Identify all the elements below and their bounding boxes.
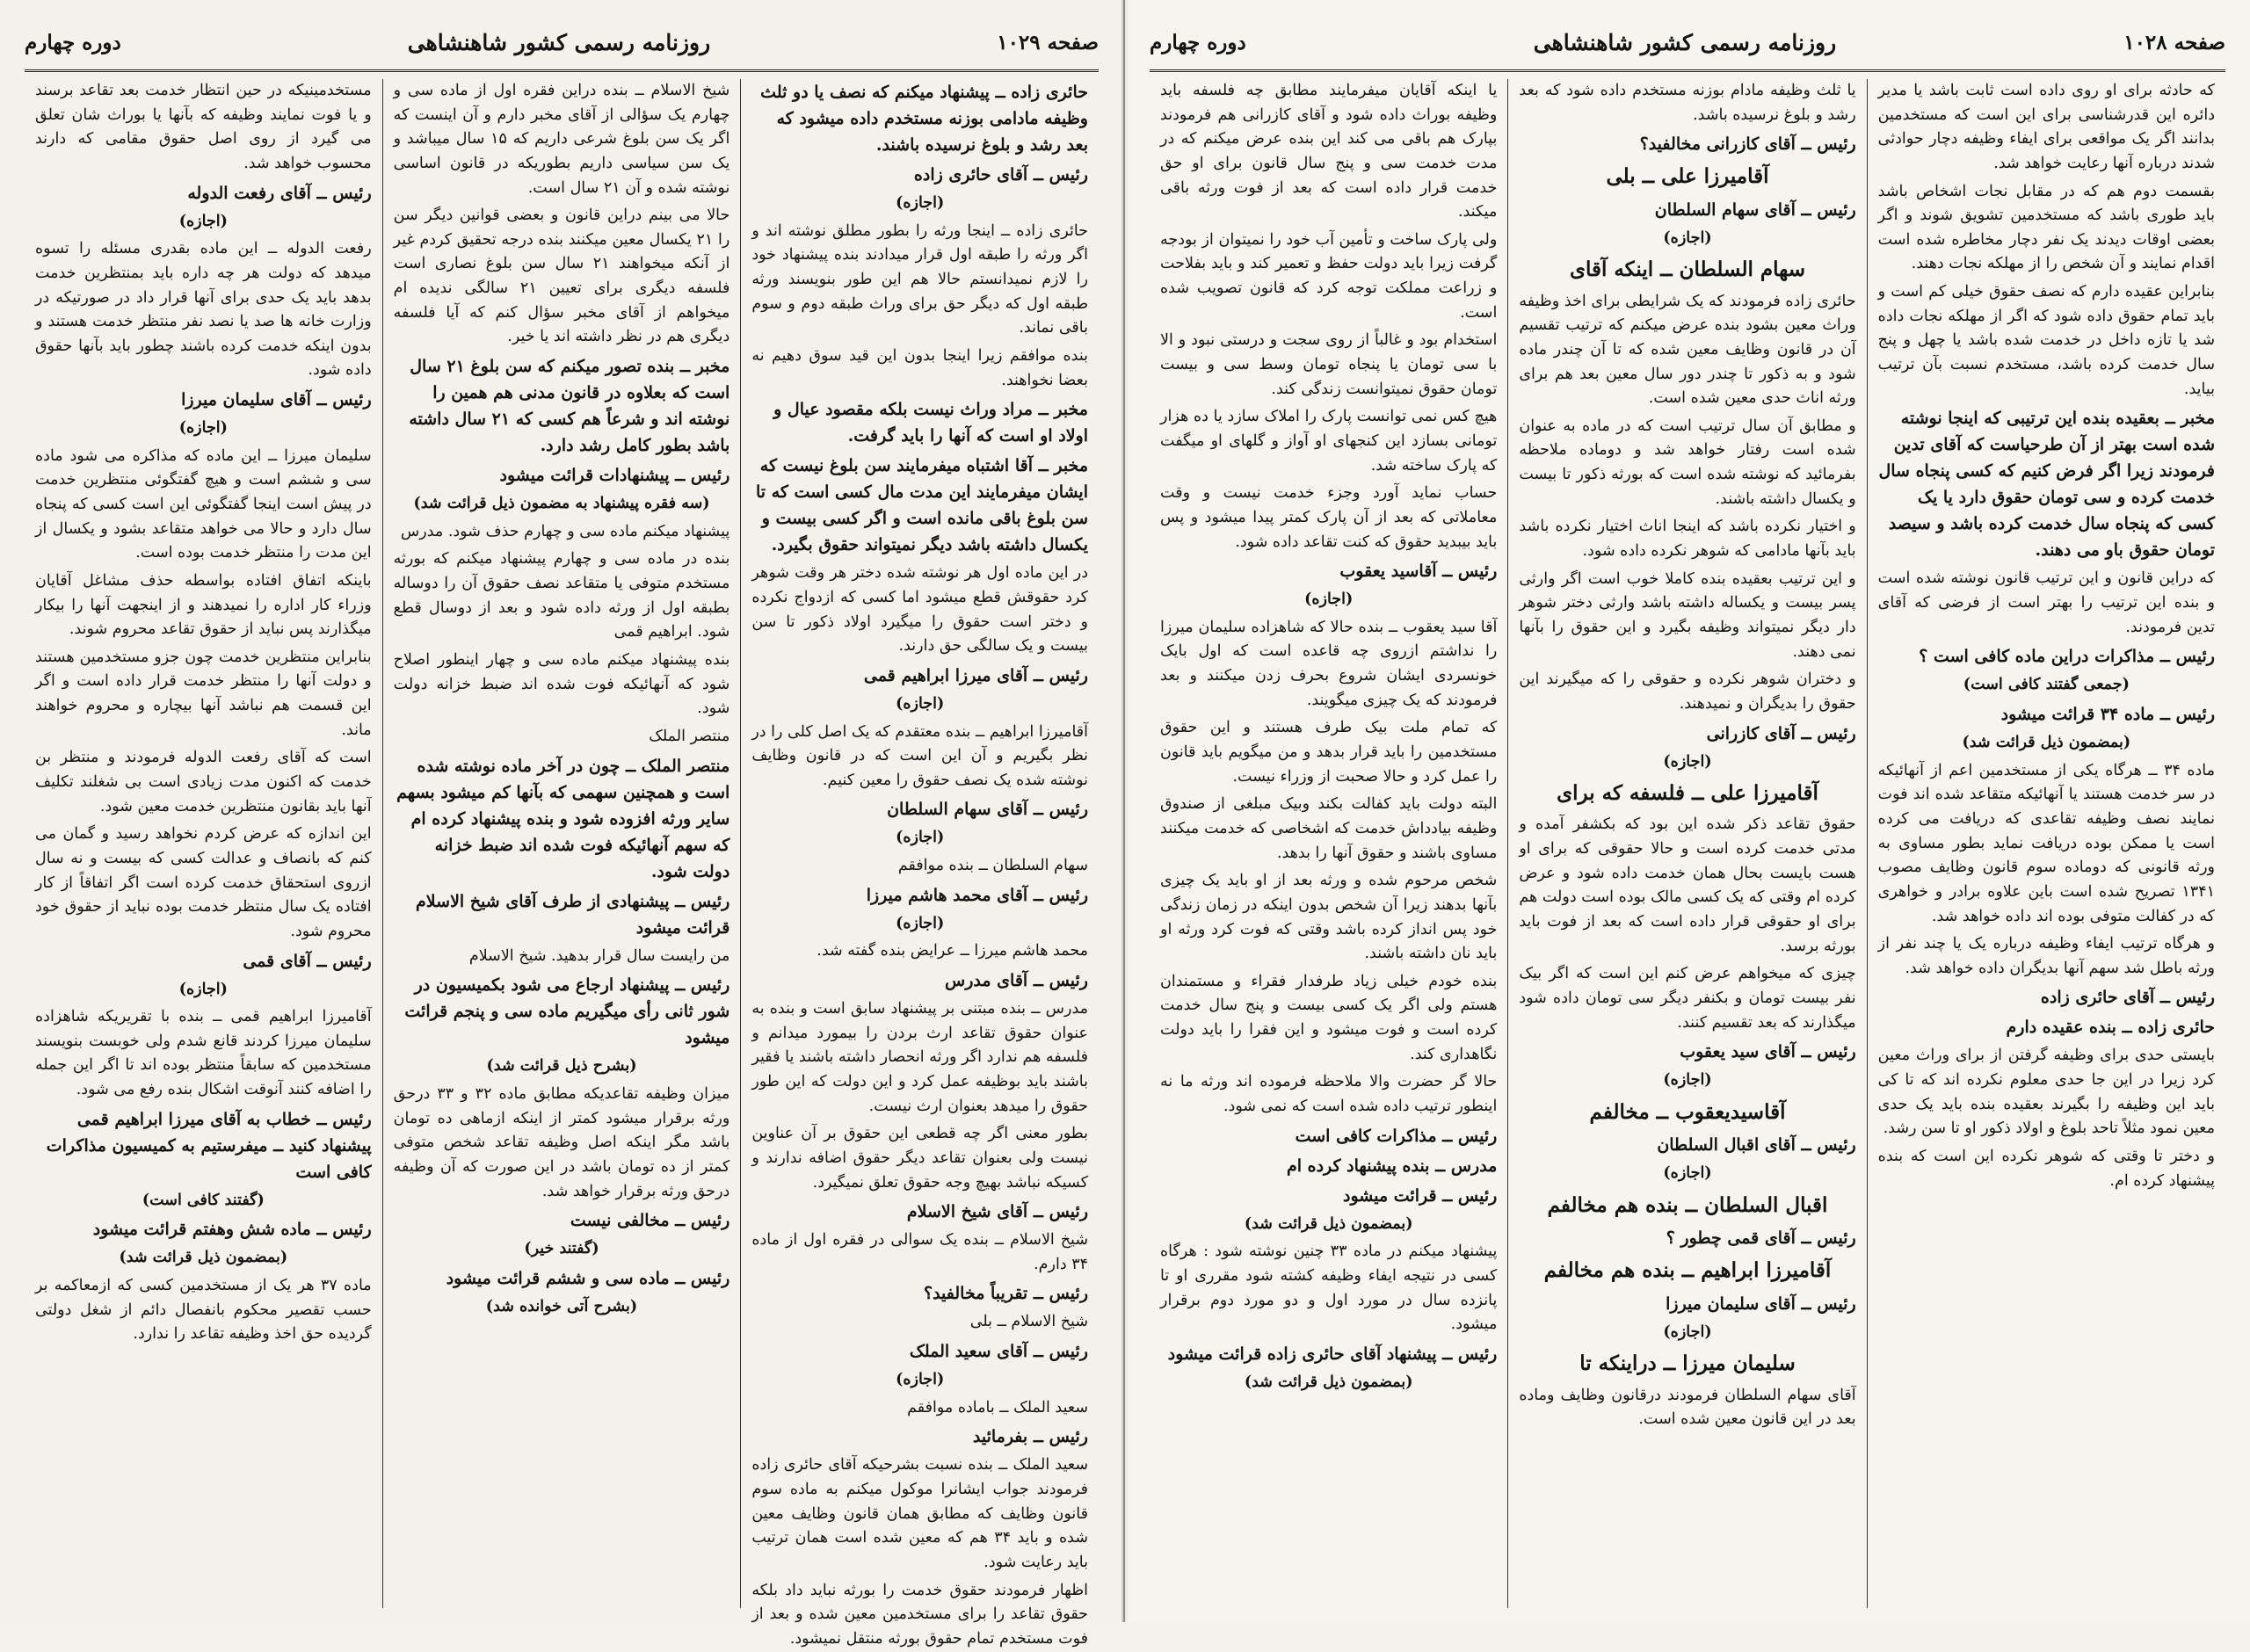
- speaker-line: رئیس ــ آقای قمی چطور ؟: [1666, 1228, 1856, 1249]
- page-fold: [1121, 0, 1129, 1622]
- speaker-line: رئیس ــ ماده ۳۴ قرائت میشود: [2000, 705, 2215, 724]
- proceedings-note: (بشرح آتی خوانده شد): [485, 1297, 638, 1315]
- speaker-line: رئیس ــ آقای سید یعقوب: [1680, 1042, 1856, 1062]
- paragraph: اظهار فرمودند حقوق خدمت را بورثه نباید داد بلکه حقوق تقاعد را برای مستخدمین معین شده و بعد از فوت مستخدم تمام حقوق بورثه منتقل نمیشود.: [751, 1581, 1088, 1648]
- text-column: [25, 79, 382, 1608]
- paragraph: آقامیرزا ابراهیم قمی ــ بنده با تقریریکه شاهزاده سلیمان میرزا کردند قانع شدم ولی خوبست بنویسند مستخدمین که سابقاً منتظر بوده اند تا اگر این جمله را اضافه کنند آنوقت اشکال بنده رفع می شود.: [34, 1008, 372, 1099]
- proceedings-note: (بمضمون ذیل قرائت شد): [119, 1249, 288, 1267]
- right-page: [1125, 0, 2250, 1622]
- paragraph: سعید الملک ــ باماده موافقم: [907, 1398, 1088, 1417]
- paragraph: بنده خودم خیلی زیاد طرفدار فقراء و مستمندان هستم ولی اگر یک کسی بیست و پنج سال خدمت کرده است و فوت میشود و این فقرا را باید دولت نگاهداری کند.: [1160, 972, 1498, 1063]
- text-column: [1150, 79, 1507, 1608]
- newspaper-title: روزنامه رسمی کشور شاهنشاهی: [1533, 30, 1837, 55]
- paragraph: شیخ الاسلام ــ بلی: [969, 1313, 1088, 1331]
- speaker-line: رئیس ــ آقای حائری زاده: [2040, 988, 2215, 1008]
- speaker-heading: اقبال السلطان ــ بنده هم مخالفم: [1547, 1192, 1828, 1217]
- proceedings-note: (گفتند کافی است): [142, 1191, 265, 1209]
- speaker-line: مخبر ــ بعقیده بنده این ترتیبی که اینجا نوشته شده است بهتر از آن طرحیاست که آقای تدین فرمودند زیرا اگر فرض کنیم که کسی پنجاه سال خدمت کرده و سی تومان حقوق دارد یا یک کسی که پنجاه سال خدمت کرده باشد و سیصد تومان حقوق باو می دهند.: [1878, 409, 2215, 561]
- speaker-line: مخبر ــ آقا اشتباه میفرمایند سن بلوغ نیست که ایشان میفرمایند این مدت مال کسی است که تا سن بلوغ باقی مانده است و اگر کسی بیست و یکسال داشته باشد دیگر نمیتواند حقوق بگیرد.: [756, 456, 1088, 555]
- proceedings-note: (اجازه): [178, 980, 228, 998]
- proceedings-note: (اجازه): [896, 829, 945, 847]
- speaker-line: رئیس ــ آقای سلیمان میرزا: [1666, 1293, 1856, 1314]
- paragraph: بنابراین عقیده دارم که نصف حقوق خیلی کم است و باید تمام حقوق داده شود که اگر از مهلکه نجات داده شد یا تازه داخل در خدمت شده باشد یا چهل و پنج سال خدمت کرده باشد، مستخدم نسبت بآن ترتیب بیاید.: [1877, 283, 2215, 398]
- newspaper-title: روزنامه رسمی کشور شاهنشاهی: [407, 30, 711, 55]
- speaker-line: رئیس ــ آقای شیخ الاسلام: [906, 1202, 1088, 1222]
- paragraph: در این ماده اول هر نوشته شده دختر هر وقت شوهر کرد حقوقش قطع میشود اما کسی که ازدواج نکرده و دختر است حقوق را میگیرد اولاد ذکور تا سن بیست و یک سالگی حق دارند.: [751, 564, 1088, 656]
- speaker-heading: آقاسیدیعقوب ــ مخالفم: [1589, 1099, 1786, 1124]
- page-number: صفحه ۱۰۲۹: [997, 31, 1099, 54]
- paragraph: است که آقای رفعت الدوله فرمودند و منتظر بن خدمت که اکنون مدت زیادی است بی شغلند تکلیف آنها باید بقانون منتظرین خدمت معین شود.: [34, 749, 372, 815]
- paragraph: که تمام ملت بیک طرف هستند و این حقوق مستخدمین را باید قرار بدهد و من میگویم باید قانون را عمل کرد و حالا صحبت از وزراء نیست.: [1160, 719, 1498, 786]
- paragraph: مدرس ــ بنده مبتنی بر پیشنهاد سابق است و بنده به عنوان حقوق تقاعد ارث بردن را بیمورد میدانم و فلسفه هم ندارد اگر ورثه انحصار داشته باشند یا فقیر باشند باید بوظیفه عمل کرد و این دولت که این طور حقوق را میدهد بعنوان ارث نیست.: [751, 1000, 1088, 1115]
- text-column: [382, 79, 741, 1608]
- paragraph: مستخدمینیکه در حین انتظار خدمت بعد تقاعد برسند و یا فوت نمایند وظیفه که بآنها یا بوراث شان تعلق می گیرد از روی اصل حقوق مقامی که دارند محسوب خواهد شد.: [34, 82, 372, 172]
- paragraph: باینکه اتفاق افتاده بواسطه حذف مشاغل آقایان وزراء کار اداره را نمیدهند و از اینجهت آنها را بیکار میگذارند پس نباید از حقوق تقاعد محروم شوند.: [34, 571, 372, 639]
- paragraph: پیشنهاد میکنم ماده سی و چهارم حذف شود. مدرس: [400, 522, 730, 540]
- speaker-line: رئیس ــ آقای کازرانی مخالفید؟: [1639, 134, 1856, 155]
- proceedings-note: (بمضمون ذیل قرائت شد): [1962, 734, 2131, 752]
- paragraph: چیزی که میخواهم عرض کنم این است که اگر بیک نفر بیست تومان و بکنفر دیگر سی تومان داده شود میگذارند که بعد تقسیم کنند.: [1519, 965, 1856, 1032]
- paragraph: که دراین قانون و این ترتیب قانون نوشته شده است و بنده این ترتیب را بهتر است از فرضی که آقای تدین فرمودند.: [1877, 569, 2215, 636]
- paragraph: حائری زاده ــ اینجا ورثه را بطور مطلق نوشته اند و اگر ورثه را طبقه اول قرار میدادند بنده پیشنهاد خود را لازم نمیدانستم حالا هم این طور بنویسند ورثه طبقه اول که دیگر حق برای وراث طبقه دوم و سوم باقی نماند.: [751, 221, 1088, 337]
- speaker-line: رئیس ــ آقای سهام السلطان: [887, 800, 1088, 820]
- paragraph: و این ترتیب بعقیده بنده کاملا خوب است اگر وارثی پسر بیست و یکساله داشته باشد وارثی دختر شوهر دار دیگر نمیتواند وظیفه بگیرد و این حقوق را بآنها نمی دهند.: [1519, 569, 1856, 661]
- proceedings-note: (بمضمون ذیل قرائت شد): [1244, 1214, 1413, 1233]
- speaker-line: حائری زاده ــ پیشنهاد میکنم که نصف یا دو ثلث وظیفه مادامی بوزنه مستخدم داده میشود که بعد رشد و بلوغ نرسیده باشند.: [760, 83, 1088, 156]
- speaker-line: رئیس ــ آقای سهام السلطان: [1654, 199, 1856, 220]
- paragraph: بنده پیشنهاد میکنم ماده سی و چهار اینطور اصلاح شود که آنهائیکه فوت شده اند ضبط خزانه دولت شود.: [393, 650, 730, 718]
- text-column: [1507, 79, 1866, 1608]
- proceedings-note: (گفتند خیر): [524, 1240, 599, 1258]
- speaker-line: مدرس ــ بنده پیشنهاد کرده ام: [1286, 1156, 1498, 1176]
- speaker-heading: آقامیرزا ابراهیم ــ بنده هم مخالفم: [1543, 1258, 1832, 1283]
- text-column: [1867, 79, 2225, 1608]
- paragraph: پیشنهاد میکنم در ماده ۳۳ چنین نوشته شود : هرگاه کسی در نتیجه ایفاء وظیفه کشته شود مقرری او تا پانزده سال در مورد اول و دو مورد دوم برقرار میشود.: [1160, 1243, 1498, 1334]
- paragraph: حائری زاده فرمودند که یک شرایطی برای اخذ وظیفه وراث معین بشود بنده عرض میکنم که ترتیب تقسیم آن در قانون وظایف معین شده که تا آن چندر ماده شود و به ذکور تا چندر دور سال معین بعد هم برای ورثه اناث حدی معین شده است.: [1519, 292, 1856, 408]
- proceedings-note: (اجازه): [896, 1371, 945, 1389]
- right-page-header: [1150, 16, 2225, 72]
- paragraph: استخدام بود و غالباً از روی سجت و درستی نبود و الا با سی تومان یا پنجاه تومان وسط سی و بیست تومان حقوق نمیتوانست زندگی کند.: [1160, 331, 1498, 398]
- speaker-line: رئیس ــ پیشنهاد ارجاع می شود بکمیسیون در شور ثانی رأی میگیریم ماده سی و پنجم قرائت میشود: [404, 975, 730, 1048]
- paragraph: و مطابق آن سال ترتیب است که در ماده به عنوان شده است رفتار خواهد شد و دوماده ملاحظه بفرمائید که نوشته شده است که بورثه ذکور تا بیست و یکسال داشته باشند.: [1519, 417, 1856, 508]
- paragraph: حالا گر حضرت والا ملاحظه فرموده اند ورثه ما نه اینطور ترتیب داده شده است که نمی شود.: [1160, 1073, 1498, 1115]
- text-column: [740, 79, 1099, 1648]
- paragraph: ماده ۳۴ ــ هرگاه یکی از مستخدمین اعم از آنهائیکه در سر خدمت هستند یا آنهائیکه متقاعد شده اند فوت نمایند نصف وظیفه تقاعدی که دریافت می کرده است یا ممکن بوده دریافت نماید بطور مساوی به ورثه قانونی که دوماده سوم قانون وظایف مصوب ۱۳۴۱ تصریح شده است باین علاوه برادر و خواهری که در کفالت متوفی بوده اند داده خواهد شد.: [1877, 761, 2215, 925]
- speaker-heading: آقامیرزا علی ــ بلی: [1606, 164, 1769, 189]
- paragraph: هیچ کس نمی توانست پارک را املاک سازد یا ده هزار تومانی بسازد این کنجهای او آواز و گلهای او میگفت که پارک ساخته شد.: [1160, 408, 1498, 475]
- proceedings-note: (اجازه): [1663, 752, 1712, 771]
- speaker-line: رئیس ــ آقای سلیمان میرزا: [181, 390, 372, 410]
- speaker-line: رئیس ــ آقای رفعت الدوله: [187, 183, 372, 203]
- speaker-line: مخبر ــ بنده تصور میکنم که سن بلوغ ۲۱ سال است که بعلاوه در قانون مدنی هم همین را نوشته اند و شرعاً هم کسی که ۲۱ سال داشته باشد بطور کامل رشد دارد.: [409, 357, 730, 456]
- speaker-line: رئیس ــ قرائت میشود: [1343, 1185, 1498, 1206]
- speaker-line: حائری زاده ــ بنده عقیده دارم: [2006, 1018, 2215, 1038]
- proceedings-note: (اجازه): [896, 694, 945, 713]
- speaker-line: منتصر الملک ــ چون در آخر ماده نوشته شده است و همچنین سهمی که بآنها کم میشود بسهم سایر ورثه افزوده شود و بنده پیشنهاد کرده ام که سهم آنهائیکه فوت شده اند ضبط خزانه دولت شود.: [396, 756, 730, 881]
- speaker-line: رئیس ــ ماده شش وهفتم قرائت میشود: [92, 1220, 372, 1240]
- paragraph: آقا سید یعقوب ــ بنده حالا که شاهزاده سلیمان میرزا را نداشتم ازروی چه قاعده است که اول بایک خونسردی ایشان شروع بحرف زدن میکنند و بعد فرمودند که یک چیزی میگویند.: [1160, 618, 1498, 709]
- left-page: [0, 0, 1125, 1648]
- paragraph: بایستی حدی برای وظیفه گرفتن از برای وراث معین کرد زیرا در این جا حدی معلوم نکرده اند که تا کی باید این وظیفه را بگیرند بعقیده بنده باید یک حدی معین نمود مثلاً تاحد بلوغ و اولاد ذکور او تا سن رشد.: [1877, 1047, 2215, 1138]
- paragraph: سلیمان میرزا ــ این ماده که مذاکره می شود ماده سی و ششم است و هیچ گفتگوئی منتظرین خدمت در پیش است اینجا گفتگوئی این است کسی که پنجاه سال دارد و حالا می خواهد متقاعد بشود و یکسال از این مدت را منتظر خدمت بوده است.: [34, 446, 372, 562]
- paragraph: شخص مرحوم شده و ورثه بعد از او باید یک چیزی بآنها بدهند زیرا آن شخص بدون اینکه در زمان زندگی خود پس انداز کرده باشد وقتی که فوت کرد ورثه او باید نان داشته باشند.: [1160, 872, 1498, 963]
- left-page-header: [25, 16, 1099, 72]
- speaker-line: رئیس ــ خطاب به آقای میرزا ابراهیم قمی پیشنهاد کنید ــ میفرستیم به کمیسیون مذاکرات کافی است: [46, 1109, 372, 1182]
- left-page-columns: [25, 79, 1099, 1648]
- speaker-line: مخبر ــ مراد وراث نیست بلکه مقصود عیال و اولاد او است که آنها را باید گرفت.: [773, 400, 1088, 446]
- speaker-line: رئیس ــ مذاکرات دراین ماده کافی است ؟: [1919, 647, 2215, 667]
- proceedings-note: (اجازه): [1663, 228, 1712, 247]
- page-number: صفحه ۱۰۲۸: [2123, 31, 2225, 54]
- paragraph: بقسمت دوم هم که در مقابل نجات اشخاص باشد باید طوری باشد که مستخدمین تشویق شوند و اگر بعضی اوقات دیدند یک نفر دچار مخاطره شده است اقدام نمایند و آن شخص را از مهلکه نجات دهند.: [1877, 182, 2215, 273]
- paragraph: حقوق تقاعد ذکر شده این بود که بکشفر آمده و مدتی خدمت کرده است و حالا حقوقی که برای او هست بایست بحال همان خدمت داده شود و عرض کرده ام وقتی که یک کسی مالک بوده است دولت هم برای او حقوقی قرار داده است که بعد از فوت باید بورثه برسد.: [1519, 815, 1856, 955]
- paragraph: محمد هاشم میرزا ــ عرایض بنده گفته شد.: [817, 942, 1088, 960]
- speaker-line: رئیس ــ پیشنهاد آقای حائری زاده قرائت میشود: [1167, 1344, 1498, 1364]
- paragraph: که حادثه برای او روی داده است ثابت باشد یا مدیر دائره این قدرشناسی برای این است که مستخدمین بدانند اگر یک مواقعی برای ایفاء وظیفه دچار حوادثی شدند درباره آنها رعایت خواهد شد.: [1877, 82, 2215, 172]
- speaker-line: رئیس ــ آقای محمد هاشم میرزا: [866, 885, 1088, 905]
- session-label: دوره چهارم: [1150, 31, 1246, 54]
- speaker-line: رئیس ــ آقای اقبال السلطان: [1657, 1135, 1856, 1156]
- speaker-line: رئیس ــ آقای مدرس: [945, 971, 1088, 991]
- speaker-line: رئیس ــ پیشنهادات قرائت میشود: [499, 466, 730, 486]
- proceedings-note: (اجازه): [1304, 591, 1354, 609]
- speaker-line: رئیس ــ تقریباً مخالفید؟: [923, 1284, 1088, 1304]
- paragraph: آقامیرزا ابراهیم ــ بنده معتقدم که یک اصل کلی را در نظر بگیریم و آن این است که در قانون وظایف نوشته شده یک نصف حقوق را معین کنیم.: [751, 722, 1088, 789]
- speaker-line: رئیس ــ آقای کازرانی: [1706, 723, 1856, 743]
- paragraph: حالا می بینم دراین قانون و بعضی قوانین دیگر سن را ۲۱ یکسال معین میکنند بنده درجه تحقیق کردم غیر از آنکه میخواهند ۲۱ سال سن بلوغ نصاری است فلسفه دیگری برای تعیین ۲۱ سالگی ندیده ام میخواهم از آقای مخبر سؤال کنم که آیا فلسفه دیگری هم در نظر داشته اند یا خیر.: [393, 206, 730, 346]
- speaker-line: رئیس ــ ماده سی و ششم قرائت میشود: [446, 1268, 730, 1288]
- proceedings-note: (سه فقره پیشنهاد به مضمون ذیل قرائت شد): [413, 495, 710, 513]
- paragraph: منتصر الملک: [649, 727, 730, 745]
- paragraph: سعید الملک ــ بنده نسبت بشرحیکه آقای حائری زاده فرمودند جواب ایشانرا موکول میکنم به ماده سوم قانون وظایف که مطابق همان قانون وظایف معین شده و باید ۳۴ هم که معین شده است همان ترتیب باید رعایت شود.: [751, 1456, 1088, 1571]
- paragraph: یا اینکه آقایان میفرمایند مطابق چه فلسفه باید وظیفه بوراث داده شود و آقای کازرانی هم فرمودند بپارک هم باقی می کند این بنده عرض میکنم که در مدت خدمت سی و پنج سال قانون برای او حق خدمت قرار داده است که بعد از فوت ورثه باقی میکند.: [1160, 82, 1498, 221]
- paragraph: ولی پارک ساخت و تأمین آب خود را نمیتوان از بودجه گرفت زیرا باید دولت حفظ و تعمیر کند و باید بفلاحت و زراعت مملکت توجه کرد که قانون تصویب شده است.: [1160, 230, 1498, 322]
- proceedings-note: (اجازه): [896, 914, 945, 932]
- session-label: دوره چهارم: [25, 31, 121, 54]
- paragraph: بطور معنی اگر چه قطعی این حقوق بر آن عناوین نیست ولی بعنوان تقاعد دیگر حقوق اضافه ندارند و کسیکه نباشد بهیچ وجه حقوق تعلق نمیگیرد.: [751, 1125, 1088, 1192]
- paragraph: آقای سهام السلطان فرمودند درقانون وظایف وماده بعد در این قانون معین شده است.: [1519, 1386, 1856, 1429]
- paragraph: و دختران شوهر نکرده و حقوقی را که میگیرند این حقوق را بدیگران و نمیدهند.: [1519, 670, 1856, 713]
- paragraph: رفعت الدوله ــ این ماده بقدری مسئله را تسوه میدهد که دولت هر چه داره باید بمنتظرین خدمت بدهد باید یک حدی برای آنها قرار داد در صورتیکه در وزارت خانه ها صد یا نصد نفر منتظر خدمت هستند و بدون اینکه خدمت کرده باشند چطور باید بآنها حقوق داده شود.: [34, 240, 372, 380]
- paragraph: ماده ۳۷ هر یک از مستخدمین کسی که ازمعاکمه بر حسب تقصیر محکوم بانفصال دائم از شغل دولتی گردیده حق اخذ وظیفه تقاعد را ندارد.: [34, 1277, 372, 1344]
- speaker-line: رئیس ــ آقای میرزا ابراهیم قمی: [863, 665, 1088, 685]
- proceedings-note: (اجازه): [178, 212, 228, 230]
- paragraph: حساب نماید آورد وجزء خدمت نیست و وقت معاملاتی که بعد از آن پارک کمتر پیدا میشود و پس باید بیبدید حقوق که کنت تقاعد داده شود.: [1160, 484, 1498, 551]
- speaker-line: رئیس ــ آقای قمی: [243, 951, 372, 971]
- proceedings-note: (بمضمون ذیل قرائت شد): [1244, 1373, 1413, 1391]
- speaker-line: رئیس ــ آقای سعید الملک: [909, 1342, 1088, 1362]
- right-page-columns: [1150, 79, 2225, 1608]
- speaker-heading: سلیمان میرزا ــ دراینکه تا: [1579, 1351, 1796, 1376]
- paragraph: شیخ الاسلام ــ بنده دراین فقره اول از ماده سی و چهارم یک سؤالی از آقای مخبر دارم و آن اینست که اگر یک سن بلوغ شرعی داریم که ۱۵ سال میباشد و یک سن سیاسی داریم بطوریکه در قانون اساسی نوشته شده و آن ۲۱ سال است.: [393, 82, 730, 197]
- speaker-line: رئیس ــ مذاکرات کافی است: [1295, 1126, 1498, 1146]
- speaker-line: رئیس ــ آقاسید یعقوب: [1339, 562, 1498, 582]
- speaker-heading: سهام السلطان ــ اینکه آقای: [1569, 257, 1806, 282]
- proceedings-note: (اجازه): [896, 194, 945, 213]
- speaker-line: رئیس ــ پیشنهادی از طرف آقای شیخ الاسلام قرائت میشود: [416, 891, 730, 938]
- paragraph: و هرگاه ترتیب ایفاء وظیفه درباره یک یا چند نفر از ورثه باطل شد سهم آنها بدیگران داده خواهد شد.: [1877, 935, 2215, 977]
- paragraph: من رایست سال قرار بدهید. شیخ الاسلام: [468, 946, 730, 965]
- speaker-line: رئیس ــ آقای حائری زاده: [913, 165, 1088, 185]
- paragraph: البته دولت باید کفالت بکند وبیک مبلغی از صندوق وظیفه بیادداش خدمت که اشخاصی که خدمت میکنند مساوی باشند و حقوق آنها را بدهد.: [1160, 795, 1498, 862]
- paragraph: بنده در ماده سی و چهارم پیشنهاد میکنم که بورثه مستخدم متوفی یا متقاعد نصف حقوق آن را دوساله بطبقه اول از ورثه داده شود و بعد از دوسال قطع شود. ابراهیم قمی: [393, 550, 730, 641]
- proceedings-note: (اجازه): [1663, 1164, 1712, 1183]
- speaker-line: رئیس ــ بفرمائید: [972, 1427, 1088, 1447]
- proceedings-note: (اجازه): [1663, 1071, 1712, 1090]
- paragraph: میزان وظیفه تقاعدیکه مطابق ماده ۳۲ و ۳۳ درحق ورثه برقرار میشود کمتر از اینکه ازماهی ده تومان باشد مگر اینکه اصل وظیفه تقاعد شخص متوفی کمتر از ده تومان باشد در این صورت که آن وظیفه درحق ورثه برقرار خواهد شد.: [393, 1084, 730, 1200]
- paragraph: شیخ الاسلام ــ بنده یک سوالی در فقره اول از ماده ۳۴ دارم.: [751, 1231, 1088, 1273]
- proceedings-note: (جمعی گفتند کافی است): [1963, 676, 2130, 694]
- paragraph: بنده موافقم زیرا اینجا بدون این قید سوق دهیم نه بعضا نخواهند.: [751, 346, 1088, 389]
- paragraph: یا ثلث وظیفه مادام بوزنه مستخدم داده شود که بعد رشد و بلوغ نرسیده باشد.: [1519, 82, 1856, 124]
- proceedings-note: (اجازه): [1663, 1322, 1712, 1341]
- speaker-heading: آقامیرزا علی ــ فلسفه که برای: [1557, 781, 1818, 806]
- proceedings-note: (اجازه): [178, 419, 228, 438]
- paragraph: و دختر تا وقتی که شوهر نکرده این است که بنده پیشنهاد کرده ام.: [1877, 1148, 2215, 1190]
- paragraph: سهام السلطان ــ بنده موافقم: [897, 857, 1088, 875]
- paragraph: بنابراین منتظرین خدمت چون جزو مستخدمین هستند و دولت آنها را منتظر خدمت قرار داده است و اگر این قسمت هم نباشد آنها بیچاره و محروم خواهند ماند.: [34, 648, 372, 739]
- paragraph: و اختیار نکرده باشد که اینجا اناث اختیار نکرده باشد باید بآنها مادامی که شوهر نکرده داده شود.: [1519, 518, 1856, 561]
- paragraph: این اندازه که عرض کردم نخواهد رسید و گمان می کنم که بانصاف و عدالت کسی که بیست و نه سال ازروی استحقاق خدمت کرده است اگر اتفاقاً از کار افتاده یک سال منتظر خدمت بوده نباید از حقوق خود محروم شود.: [34, 825, 372, 940]
- speaker-line: رئیس ــ مخالفی نیست: [570, 1211, 730, 1231]
- proceedings-note: (بشرح ذیل قرائت شد): [486, 1057, 637, 1076]
